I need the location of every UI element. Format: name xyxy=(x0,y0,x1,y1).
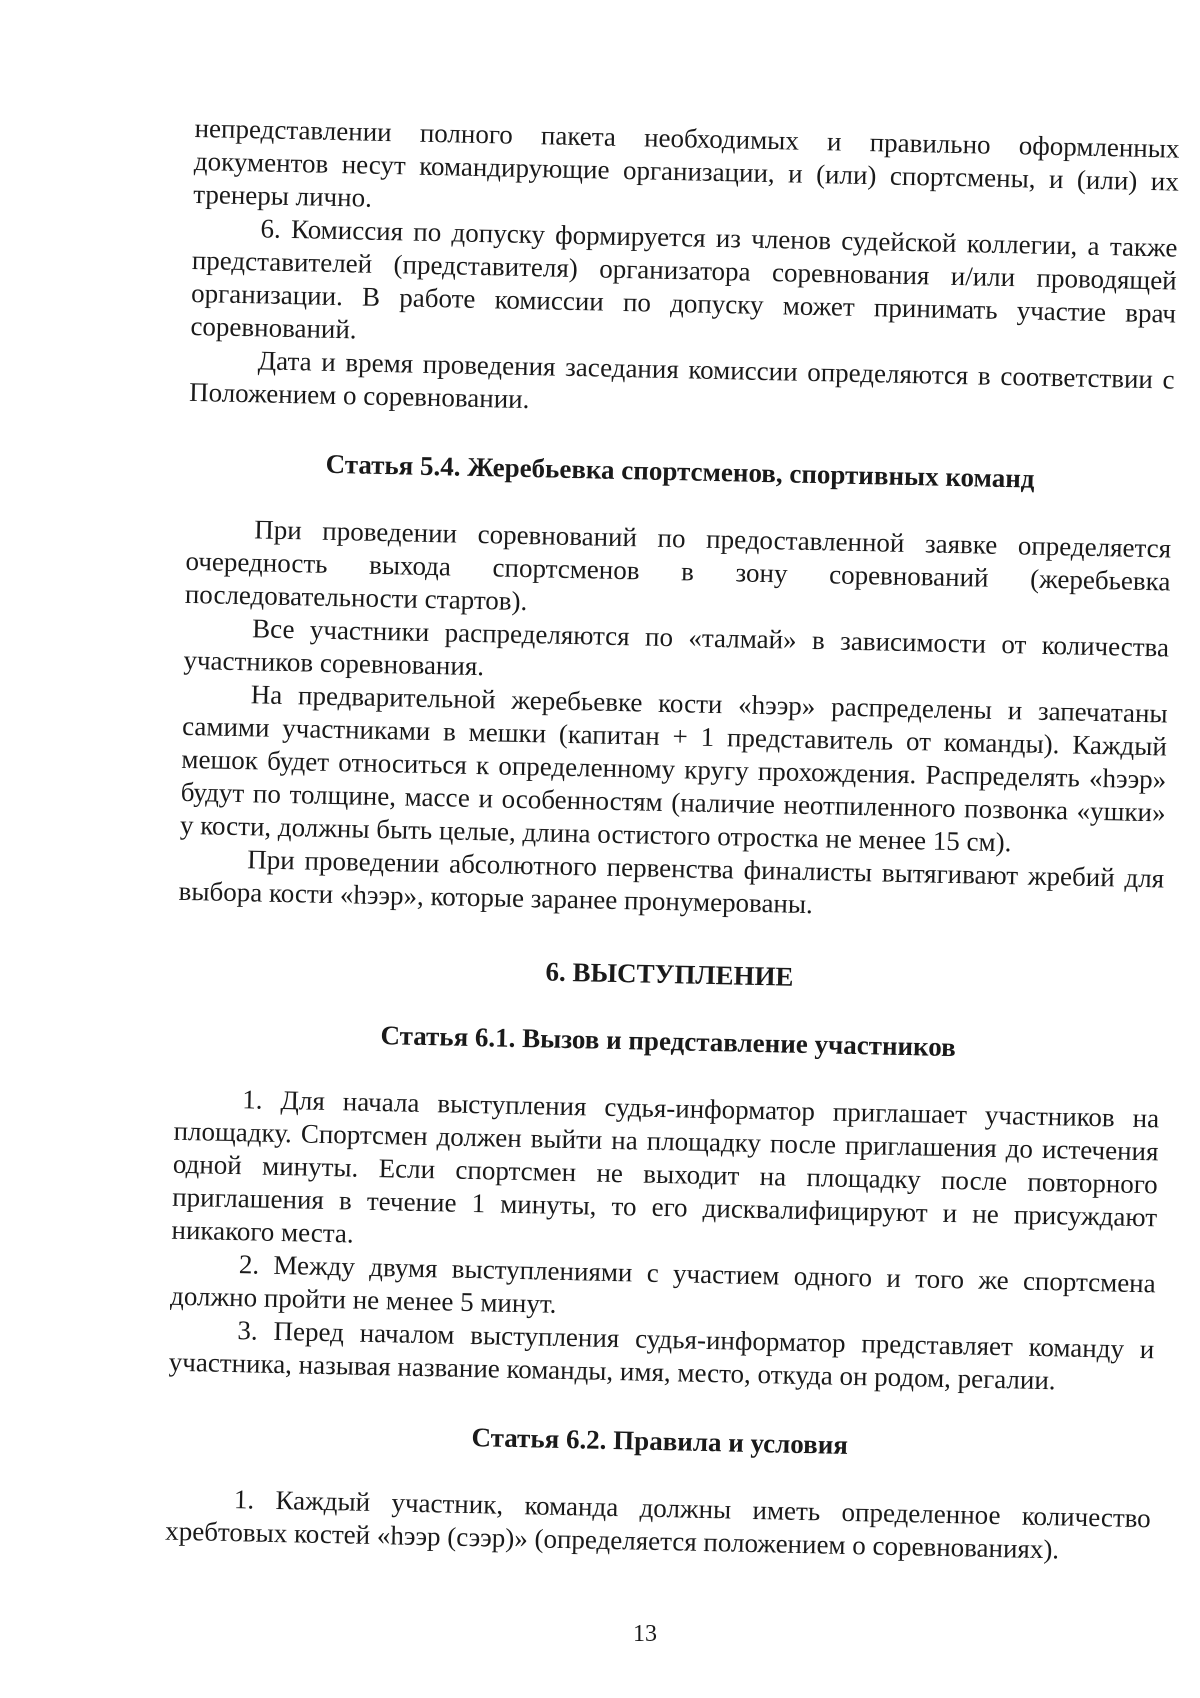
section-6-heading: 6. ВЫСТУПЛЕНИЕ xyxy=(545,956,794,992)
article-6-1-paragraph-2: 2. Между двумя выступлениями с участием одного и того же спортсмена должно пройти не менее 5 минут. xyxy=(169,1249,1156,1319)
article-6-1-paragraph-1: 1. Для начала выступления судья-информатор приглашает участников на площадку. Спортсмен должен выйти на площадку после приглашения до истечения одной минуты. Если спортсмен не выходит на площадку после повторного приглашения в течение 1 минуты, то его дисквалифицируют и не присуждают никакого места. xyxy=(171,1084,1160,1249)
article-6-1-heading: Статья 6.1. Вызов и представление участников xyxy=(380,1020,957,1063)
page-number: 13 xyxy=(633,1621,657,1647)
paragraph-commission: 6. Комиссия по допуску формируется из членов судейской коллегии, а также представителей (представителя) организатора соревнования и/или проводящей организации. В работе комиссии по допуску может принимать участие врач соревнований. xyxy=(190,213,1178,345)
article-5-4-paragraph-3: На предварительной жеребьевке кости «hээр» распределены и запечатаны самими участниками в мешки (капитан + 1 представитель от команды). Каждый мешок будет относиться к определенному кругу прохождения. Распределять «hээр» будут по толщине, массе и особенностям (наличие неотпиленного позвонка «ушки» у кости, должны быть целые, длина остистого отростка не менее 15 см). xyxy=(179,679,1168,858)
article-5-4-heading: Статья 5.4. Жеребьевка спортсменов, спортивных команд xyxy=(325,448,1035,494)
paragraph-continuation: непредставлении полного пакета необходимых и правильно оформленных документов несут командирующие организации, и (или) спортсмены, и (или) их тренеры лично. xyxy=(192,112,1180,213)
article-5-4-paragraph-1: При проведении соревнований по предоставленной заявке определяется очередность выхода спортсменов в зону соревнований (жеребьевка последовательности стартов). xyxy=(184,514,1172,617)
article-5-4-paragraph-4: При проведении абсолютного первенства финалисты вытягивают жребий для выбора кости «hээр», которые заранее пронумерованы. xyxy=(178,844,1165,920)
article-6-2-heading: Статья 6.2. Правила и условия xyxy=(471,1422,849,1460)
paragraph-commission-date: Дата и время проведения заседания комиссии определяются в соответствии с Положением о соревновании. xyxy=(188,345,1175,415)
article-5-4-paragraph-2: Все участники распределяются по «талмай» в зависимости от количества участников соревнования. xyxy=(183,613,1170,682)
article-6-1-paragraph-3: 3. Перед началом выступления судья-информатор представляет команду и участника, называя название команды, имя, место, откуда он родом, регалии. xyxy=(168,1315,1155,1396)
page-content xyxy=(165,112,1180,1568)
article-6-2-paragraph-1: 1. Каждый участник, команда должны иметь определенное количество хребтовых костей «hээр (сээр)» (определяется положением о соревнованиях). xyxy=(164,1484,1152,1565)
